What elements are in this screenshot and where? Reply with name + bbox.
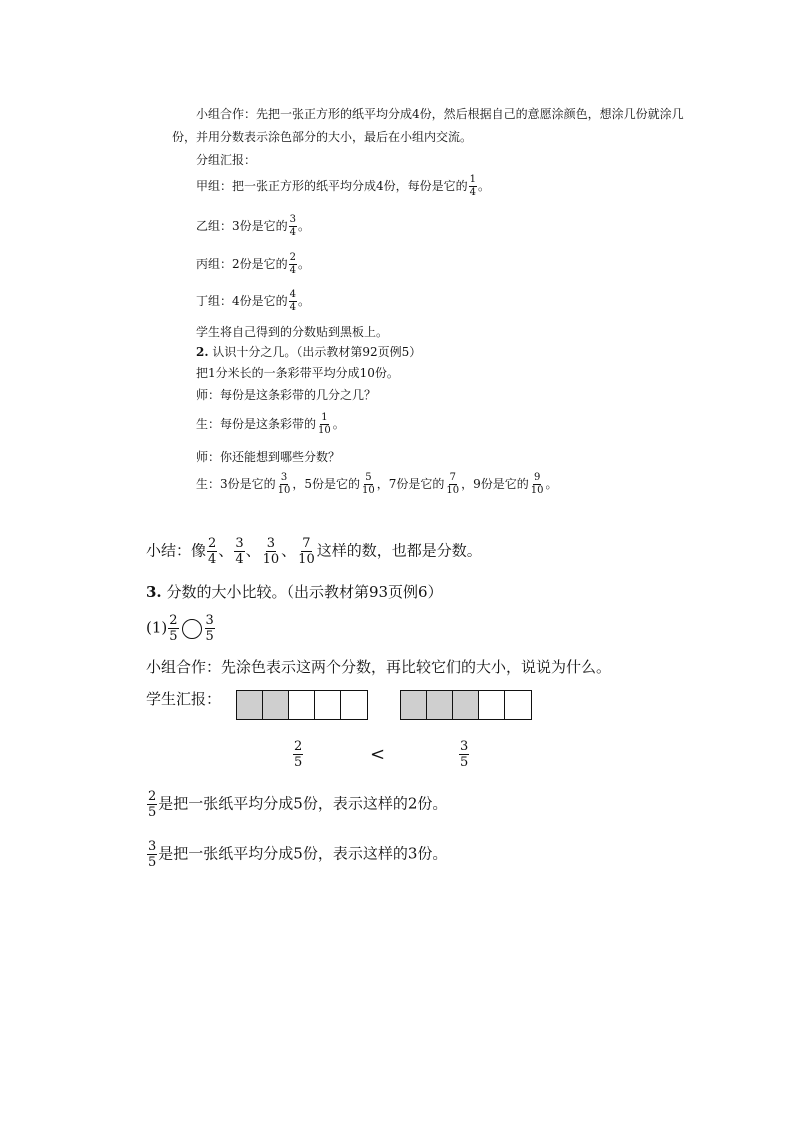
fraction-bar-three-fifths [400, 690, 532, 720]
fraction-1-4: $\frac{1}{4}$ [469, 174, 477, 198]
student-report-label: 学生汇报： [146, 690, 222, 708]
line-group-jia: 甲组：把一张正方形的纸平均分成4份，每份是它的 $\frac{1}{4}$ 。 [196, 174, 491, 198]
line-student-answer-1: 生：每份是这条彩带的 $\frac{1}{10}$ 。 [196, 412, 345, 436]
fraction-7-10: $\frac{7}{10}$ [446, 472, 460, 496]
paragraph-group-work-line2: 份，并用分数表示涂色部分的大小，最后在小组内交流。 [172, 130, 473, 144]
line-ribbon: 把1分米长的一条彩带平均分成10份。 [196, 366, 399, 380]
group-report-heading: 分组汇报： [196, 153, 257, 167]
line-teacher-question-1: 师：每份是这条彩带的几分之几？ [196, 388, 377, 402]
fraction-2-5-question: $\frac{2}{5}$ [169, 613, 178, 644]
section-2-heading: 2. 认识十分之几。（出示教材第92页例5） [196, 345, 422, 359]
bar-cell-shaded [453, 691, 479, 719]
fraction-bar-two-fifths [236, 690, 368, 720]
fraction-1-10: $\frac{1}{10}$ [318, 412, 331, 436]
bar-cell-shaded [427, 691, 453, 719]
bar-cell-empty [341, 691, 367, 719]
bar-cell-empty [289, 691, 315, 719]
question-1-compare: (1) $\frac{2}{5}$ $\frac{3}{5}$ [146, 613, 214, 644]
comparison-left-fraction: $\frac{2}{5}$ [294, 739, 303, 770]
fraction-2-4-summary: $\frac{2}{4}$ [208, 536, 217, 567]
less-than-sign: < [370, 744, 386, 765]
group-coop-instruction: 小组合作：先涂色表示这两个分数，再比较它们的大小，说说为什么。 [146, 658, 612, 676]
bar-cell-empty [315, 691, 341, 719]
explanation-two-fifths: $\frac{2}{5}$ 是把一张纸平均分成5份，表示这样的2份。 [148, 789, 448, 820]
comparison-circle-blank[interactable] [182, 619, 202, 639]
bar-cell-empty [505, 691, 531, 719]
fraction-7-10-summary: $\frac{7}{10}$ [298, 536, 315, 567]
bar-cell-shaded [401, 691, 427, 719]
fraction-3-4: $\frac{3}{4}$ [289, 214, 297, 238]
line-student-answer-2: 生：3份是它的 $\frac{3}{10}$ ，5份是它的 $\frac{5}{10}$ ，7份是它的 $\frac{7}{10}$ ，9份是它的 $\frac{9}{10}$ 。 [196, 472, 558, 496]
fraction-4-4: $\frac{4}{4}$ [289, 289, 297, 313]
fraction-3-10: $\frac{3}{10}$ [277, 472, 291, 496]
summary-line: 小结：像 $\frac{2}{4}$ 、 $\frac{3}{4}$ 、 $\frac{3}{10}$ 、 $\frac{7}{10}$ 这样的数，也都是分数。 [146, 536, 482, 567]
bar-cell-empty [479, 691, 505, 719]
fraction-2-4: $\frac{2}{4}$ [289, 252, 297, 276]
bar-cell-shaded [237, 691, 263, 719]
section-3-heading: 3. 分数的大小比较。（出示教材第93页例6） [146, 583, 443, 601]
explanation-three-fifths: $\frac{3}{5}$ 是把一张纸平均分成5份，表示这样的3份。 [148, 839, 448, 870]
line-group-ding: 丁组：4份是它的 $\frac{4}{4}$ 。 [196, 289, 311, 313]
comparison-right-fraction: $\frac{3}{5}$ [460, 739, 469, 770]
fraction-3-4-summary: $\frac{3}{4}$ [235, 536, 244, 567]
line-teacher-question-2: 师：你还能想到哪些分数？ [196, 450, 341, 464]
line-group-yi: 乙组：3份是它的 $\frac{3}{4}$ 。 [196, 214, 311, 238]
bar-cell-shaded [263, 691, 289, 719]
paragraph-group-work-line1: 小组合作：先把一张正方形的纸平均分成4份，然后根据自己的意愿涂颜色，想涂几份就涂几 [196, 107, 684, 121]
fraction-3-5-question: $\frac{3}{5}$ [205, 613, 214, 644]
fraction-9-10: $\frac{9}{10}$ [530, 472, 544, 496]
fraction-5-10: $\frac{5}{10}$ [362, 472, 375, 496]
line-group-bing: 丙组：2份是它的 $\frac{2}{4}$ 。 [196, 252, 311, 276]
fraction-3-10-summary: $\frac{3}{10}$ [262, 536, 280, 567]
line-paste-fractions: 学生将自己得到的分数贴到黑板上。 [196, 325, 389, 339]
